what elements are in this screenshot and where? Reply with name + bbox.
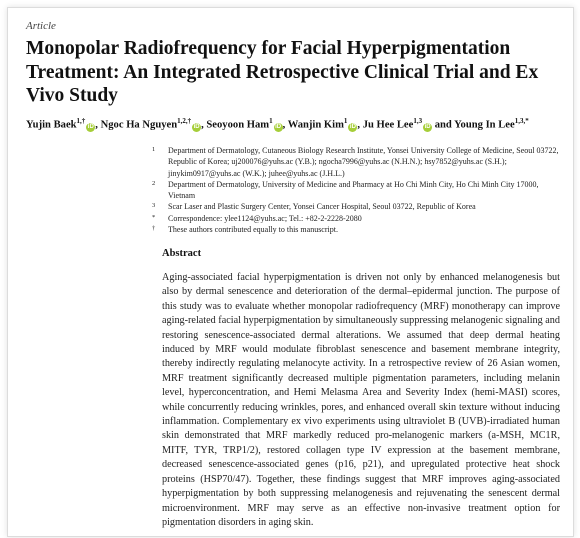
paper-title: Monopolar Radiofrequency for Facial Hyperpigmentation Treatment: An Integrated Retrospective Clinical Trial and Ex Vivo Study bbox=[26, 38, 539, 106]
affiliation-item bbox=[152, 201, 567, 212]
equal-contribution-note bbox=[152, 224, 567, 235]
affiliation-mark: 2 bbox=[152, 179, 156, 187]
author-affiliation-mark: 1,3 bbox=[413, 117, 423, 125]
correspondence-item bbox=[152, 213, 567, 224]
affiliation-text: Department of Dermatology, Cutaneous Biology Research Institute, Yonsei University College of Medicine, Seoul 03722, Republic of Korea; uj200076@yuhs.ac (Y.B.); ngocha7996@yuhs.ac (N.H.N.); hsy7852@yuhs.ac (S.H.); jinykim0917@yuhs.ac (W.K.); juhee@yuhs.ac (J.H.L.) bbox=[168, 146, 559, 178]
author-separator: , bbox=[282, 119, 288, 131]
author-name[interactable]: Wanjin Kim bbox=[287, 119, 344, 131]
author-name[interactable]: Seoyoon Ham bbox=[206, 119, 270, 131]
author-list bbox=[26, 117, 566, 132]
affiliation-text: Department of Dermatology, University of Medicine and Pharmacy at Ho Chi Minh City, Ho Chi Minh City 17000, Vietnam bbox=[168, 179, 539, 201]
orcid-icon[interactable]: iD bbox=[424, 123, 431, 130]
author-separator: , bbox=[201, 119, 207, 131]
orcid-icon[interactable]: iD bbox=[275, 123, 282, 130]
author-separator: , bbox=[95, 119, 101, 131]
author-affiliation-mark: 1 bbox=[343, 117, 348, 125]
affiliation-mark: 3 bbox=[152, 202, 156, 210]
affiliation-item bbox=[152, 179, 567, 202]
author-affiliation-mark: 1 bbox=[269, 117, 273, 125]
abstract-heading: Abstract bbox=[162, 248, 202, 259]
affiliation-text: Scar Laser and Plastic Surgery Center, Yonsei Cancer Hospital, Seoul 03722, Republic of Korea bbox=[168, 202, 476, 212]
correspondence-mark: * bbox=[152, 213, 156, 221]
author-name[interactable]: Young In Lee bbox=[454, 119, 515, 131]
affiliation-mark: 1 bbox=[152, 146, 156, 153]
orcid-icon[interactable]: iD bbox=[193, 123, 200, 130]
author-separator: , bbox=[357, 119, 363, 131]
author-separator: and bbox=[432, 119, 455, 131]
abstract-body bbox=[162, 271, 560, 530]
author-affiliation-mark: 1,2,† bbox=[177, 117, 192, 125]
author-affiliation-mark: 1,† bbox=[76, 117, 86, 125]
orcid-icon[interactable]: iD bbox=[349, 123, 356, 130]
affiliation-list bbox=[152, 145, 567, 235]
author-affiliation-mark: 1,3,* bbox=[514, 117, 529, 125]
equal-contribution-text: These authors contributed equally to this manuscript. bbox=[168, 225, 338, 235]
paper-page bbox=[7, 7, 574, 537]
article-type-label: Article bbox=[26, 20, 56, 32]
abstract-text: Aging-associated facial hyperpigmentation is driven not only by enhanced melanogenesis but also by dermal senescence and deterioration of the dermal–epidermal junction. The purpose of this study was to evaluate whether monopolar radiofrequency (MRF) monotherapy can improve aging-related facial hyperpigmentation by simultaneously suppressing melanogenic signaling and restoring senescence-associated dermal alterations. We assumed that deep dermal heating induced by MRF would modulate fibroblast senescence and basement membrane integrity, thereby indirectly regulating melanocyte activity. In a retrospective review of 26 Asian women, MRF treatment significantly decreased multiple pigmentation parameters, including melanin level, hyperconcentration, and Hemi Melasma Area and Severity Index (hemi-MASI) scores, while concurrently reducing wrinkles, pores, and enhanced overall skin texture without inducing inflammation. Complementary ex vivo experiments using ultraviolet B (UVB)-irradiated human skin demonstrated that MRF markedly reduced pro-melanogenic markers (a-MSH, MC1R, MITF, TYR, TRP1/2), restored collagen type IV expression at the basement membrane, decreased senescence-associated genes (p16, p21), and upregulated protective heat shock proteins (HSP70/47). Together, these findings suggest that MRF improves aging-associated hyperpigmentation by both suppressing melanogenesis and rejuvenating the senescent dermal microenvironment. MRF may serve as an effective non-invasive treatment option for pigmentation disorders in aging skin. bbox=[162, 272, 560, 528]
author-name[interactable]: Ngoc Ha Nguyen bbox=[100, 119, 178, 131]
author-name[interactable]: Yujin Baek bbox=[26, 119, 77, 131]
affiliation-item bbox=[152, 145, 567, 179]
author-name[interactable]: Ju Hee Lee bbox=[362, 119, 414, 131]
equal-contribution-mark: † bbox=[152, 225, 156, 233]
orcid-icon[interactable]: iD bbox=[87, 123, 94, 130]
correspondence-text: Correspondence: ylee1124@yuhs.ac; Tel.: +82-2-2228-2080 bbox=[168, 213, 362, 223]
